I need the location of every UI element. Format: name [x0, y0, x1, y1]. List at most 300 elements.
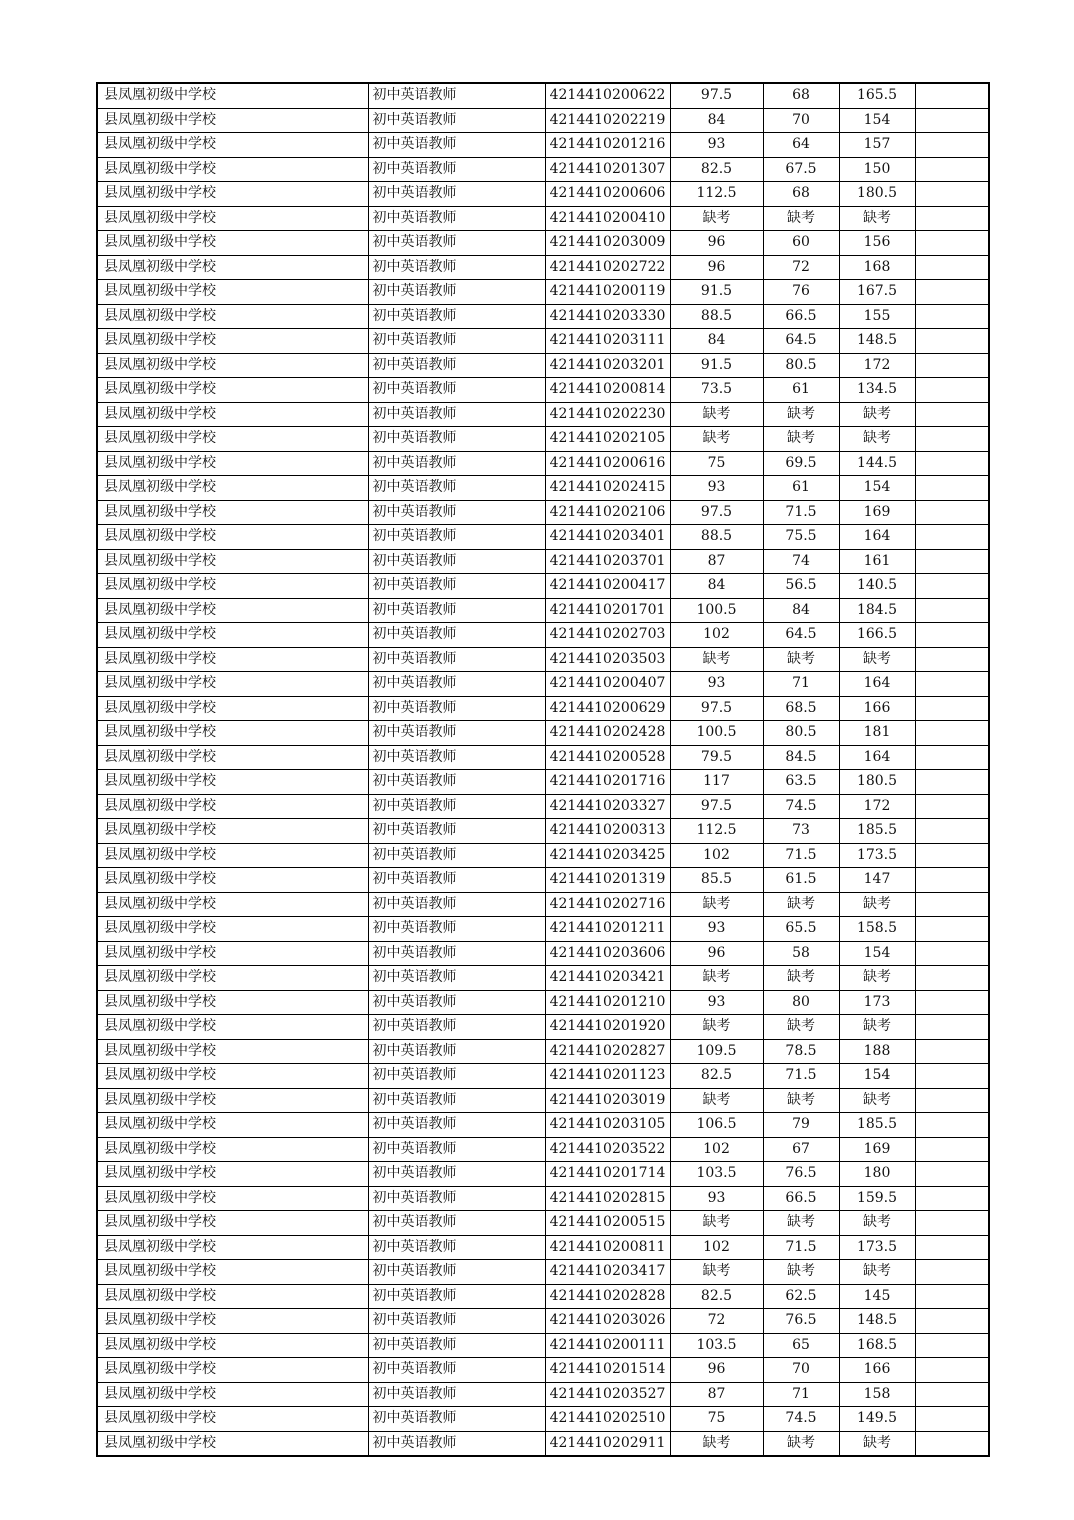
cell-written-score: 96 [670, 255, 763, 280]
cell-position: 初中英语教师 [368, 1039, 545, 1064]
cell-written-score: 缺考 [670, 427, 763, 452]
cell-written-score: 96 [670, 941, 763, 966]
cell-exam-id: 4214410202105 [545, 427, 670, 452]
cell-exam-id: 4214410201716 [545, 770, 670, 795]
cell-total-score: 172 [839, 794, 915, 819]
cell-position: 初中英语教师 [368, 868, 545, 893]
cell-interview-score: 69.5 [763, 451, 839, 476]
cell-total-score: 148.5 [839, 1309, 915, 1334]
cell-exam-id: 4214410203606 [545, 941, 670, 966]
cell-interview-score: 71.5 [763, 1064, 839, 1089]
cell-exam-id: 4214410200616 [545, 451, 670, 476]
cell-unit: 县凤凰初级中学校 [97, 1064, 368, 1089]
score-table [96, 82, 990, 1457]
cell-position: 初中英语教师 [368, 917, 545, 942]
cell-total-score: 缺考 [839, 206, 915, 231]
cell-written-score: 103.5 [670, 1333, 763, 1358]
cell-interview-score: 缺考 [763, 1260, 839, 1285]
cell-interview-score: 缺考 [763, 647, 839, 672]
cell-exam-id: 4214410201714 [545, 1162, 670, 1187]
cell-total-score: 180.5 [839, 182, 915, 207]
table-row [97, 231, 989, 256]
cell-remark [915, 1162, 989, 1187]
cell-position: 初中英语教师 [368, 672, 545, 697]
cell-total-score: 134.5 [839, 378, 915, 403]
cell-interview-score: 65.5 [763, 917, 839, 942]
cell-interview-score: 80.5 [763, 721, 839, 746]
cell-interview-score: 71.5 [763, 843, 839, 868]
cell-written-score: 88.5 [670, 304, 763, 329]
cell-total-score: 164 [839, 745, 915, 770]
cell-written-score: 84 [670, 329, 763, 354]
cell-unit: 县凤凰初级中学校 [97, 647, 368, 672]
cell-unit: 县凤凰初级中学校 [97, 574, 368, 599]
cell-exam-id: 4214410201920 [545, 1015, 670, 1040]
cell-total-score: 188 [839, 1039, 915, 1064]
cell-remark [915, 1333, 989, 1358]
cell-unit: 县凤凰初级中学校 [97, 1407, 368, 1432]
table-row [97, 329, 989, 354]
cell-interview-score: 79 [763, 1113, 839, 1138]
cell-position: 初中英语教师 [368, 1235, 545, 1260]
cell-total-score: 172 [839, 353, 915, 378]
cell-total-score: 157 [839, 133, 915, 158]
cell-position: 初中英语教师 [368, 280, 545, 305]
cell-written-score: 102 [670, 623, 763, 648]
cell-position: 初中英语教师 [368, 794, 545, 819]
cell-total-score: 185.5 [839, 819, 915, 844]
cell-written-score: 缺考 [670, 1211, 763, 1236]
cell-unit: 县凤凰初级中学校 [97, 304, 368, 329]
cell-unit: 县凤凰初级中学校 [97, 770, 368, 795]
table-row [97, 255, 989, 280]
table-row [97, 108, 989, 133]
cell-exam-id: 4214410200417 [545, 574, 670, 599]
cell-interview-score: 68 [763, 182, 839, 207]
cell-remark [915, 794, 989, 819]
cell-unit: 县凤凰初级中学校 [97, 451, 368, 476]
cell-interview-score: 缺考 [763, 1015, 839, 1040]
cell-unit: 县凤凰初级中学校 [97, 1137, 368, 1162]
table-row [97, 304, 989, 329]
table-row [97, 549, 989, 574]
cell-remark [915, 696, 989, 721]
cell-exam-id: 4214410203401 [545, 525, 670, 550]
cell-interview-score: 76.5 [763, 1309, 839, 1334]
table-row [97, 280, 989, 305]
cell-exam-id: 4214410203026 [545, 1309, 670, 1334]
cell-exam-id: 4214410201307 [545, 157, 670, 182]
cell-exam-id: 4214410201216 [545, 133, 670, 158]
cell-total-score: 180 [839, 1162, 915, 1187]
cell-interview-score: 84.5 [763, 745, 839, 770]
table-row [97, 1407, 989, 1432]
cell-remark [915, 206, 989, 231]
cell-remark [915, 770, 989, 795]
cell-position: 初中英语教师 [368, 1211, 545, 1236]
cell-written-score: 缺考 [670, 966, 763, 991]
cell-exam-id: 4214410203425 [545, 843, 670, 868]
cell-written-score: 91.5 [670, 353, 763, 378]
cell-exam-id: 4214410200629 [545, 696, 670, 721]
cell-interview-score: 74.5 [763, 794, 839, 819]
cell-unit: 县凤凰初级中学校 [97, 990, 368, 1015]
cell-remark [915, 255, 989, 280]
cell-unit: 县凤凰初级中学校 [97, 83, 368, 108]
cell-written-score: 102 [670, 843, 763, 868]
cell-written-score: 97.5 [670, 500, 763, 525]
cell-exam-id: 4214410201210 [545, 990, 670, 1015]
cell-exam-id: 4214410203527 [545, 1382, 670, 1407]
cell-exam-id: 4214410203105 [545, 1113, 670, 1138]
cell-total-score: 150 [839, 157, 915, 182]
cell-position: 初中英语教师 [368, 182, 545, 207]
cell-remark [915, 574, 989, 599]
cell-total-score: 154 [839, 476, 915, 501]
cell-total-score: 缺考 [839, 966, 915, 991]
cell-exam-id: 4214410200119 [545, 280, 670, 305]
cell-written-score: 82.5 [670, 157, 763, 182]
cell-total-score: 缺考 [839, 1431, 915, 1456]
cell-exam-id: 4214410202716 [545, 892, 670, 917]
cell-position: 初中英语教师 [368, 133, 545, 158]
table-row [97, 1235, 989, 1260]
cell-position: 初中英语教师 [368, 1260, 545, 1285]
cell-remark [915, 892, 989, 917]
cell-written-score: 75 [670, 451, 763, 476]
table-row [97, 721, 989, 746]
cell-interview-score: 缺考 [763, 427, 839, 452]
cell-interview-score: 61 [763, 476, 839, 501]
table-row [97, 353, 989, 378]
cell-unit: 县凤凰初级中学校 [97, 1015, 368, 1040]
cell-interview-score: 76.5 [763, 1162, 839, 1187]
cell-remark [915, 280, 989, 305]
cell-total-score: 185.5 [839, 1113, 915, 1138]
cell-remark [915, 133, 989, 158]
cell-interview-score: 65 [763, 1333, 839, 1358]
cell-interview-score: 缺考 [763, 1088, 839, 1113]
cell-written-score: 93 [670, 1186, 763, 1211]
cell-written-score: 93 [670, 672, 763, 697]
cell-remark [915, 108, 989, 133]
cell-total-score: 164 [839, 525, 915, 550]
cell-written-score: 97.5 [670, 794, 763, 819]
cell-total-score: 169 [839, 500, 915, 525]
table-row [97, 917, 989, 942]
cell-interview-score: 67 [763, 1137, 839, 1162]
cell-remark [915, 1431, 989, 1456]
cell-interview-score: 80 [763, 990, 839, 1015]
cell-remark [915, 598, 989, 623]
cell-total-score: 180.5 [839, 770, 915, 795]
cell-exam-id: 4214410201211 [545, 917, 670, 942]
cell-interview-score: 78.5 [763, 1039, 839, 1064]
cell-remark [915, 1137, 989, 1162]
cell-position: 初中英语教师 [368, 427, 545, 452]
cell-interview-score: 76 [763, 280, 839, 305]
cell-written-score: 84 [670, 574, 763, 599]
cell-remark [915, 819, 989, 844]
cell-unit: 县凤凰初级中学校 [97, 206, 368, 231]
cell-exam-id: 4214410200313 [545, 819, 670, 844]
cell-written-score: 109.5 [670, 1039, 763, 1064]
cell-position: 初中英语教师 [368, 647, 545, 672]
cell-total-score: 158.5 [839, 917, 915, 942]
cell-exam-id: 4214410202911 [545, 1431, 670, 1456]
cell-exam-id: 4214410203421 [545, 966, 670, 991]
cell-remark [915, 868, 989, 893]
cell-position: 初中英语教师 [368, 329, 545, 354]
cell-written-score: 缺考 [670, 1431, 763, 1456]
table-row [97, 476, 989, 501]
cell-remark [915, 917, 989, 942]
cell-written-score: 87 [670, 1382, 763, 1407]
cell-position: 初中英语教师 [368, 451, 545, 476]
table-row [97, 1162, 989, 1187]
cell-exam-id: 4214410202428 [545, 721, 670, 746]
cell-remark [915, 83, 989, 108]
cell-position: 初中英语教师 [368, 990, 545, 1015]
cell-remark [915, 1407, 989, 1432]
table-row [97, 500, 989, 525]
cell-unit: 县凤凰初级中学校 [97, 1431, 368, 1456]
cell-written-score: 缺考 [670, 1015, 763, 1040]
cell-remark [915, 1088, 989, 1113]
cell-unit: 县凤凰初级中学校 [97, 378, 368, 403]
cell-total-score: 181 [839, 721, 915, 746]
cell-position: 初中英语教师 [368, 745, 545, 770]
cell-interview-score: 61.5 [763, 868, 839, 893]
table-row [97, 696, 989, 721]
cell-remark [915, 402, 989, 427]
cell-remark [915, 721, 989, 746]
cell-position: 初中英语教师 [368, 1431, 545, 1456]
cell-written-score: 117 [670, 770, 763, 795]
cell-total-score: 145 [839, 1284, 915, 1309]
cell-interview-score: 62.5 [763, 1284, 839, 1309]
cell-exam-id: 4214410200528 [545, 745, 670, 770]
cell-interview-score: 67.5 [763, 157, 839, 182]
table-row [97, 794, 989, 819]
cell-written-score: 87 [670, 549, 763, 574]
cell-interview-score: 74 [763, 549, 839, 574]
table-row [97, 1358, 989, 1383]
cell-interview-score: 71 [763, 1382, 839, 1407]
cell-interview-score: 68 [763, 83, 839, 108]
cell-interview-score: 74.5 [763, 1407, 839, 1432]
cell-exam-id: 4214410200111 [545, 1333, 670, 1358]
table-row [97, 1309, 989, 1334]
cell-total-score: 166.5 [839, 623, 915, 648]
cell-exam-id: 4214410201123 [545, 1064, 670, 1089]
cell-total-score: 173 [839, 990, 915, 1015]
cell-total-score: 167.5 [839, 280, 915, 305]
cell-interview-score: 68.5 [763, 696, 839, 721]
cell-total-score: 缺考 [839, 1211, 915, 1236]
cell-position: 初中英语教师 [368, 1064, 545, 1089]
cell-total-score: 缺考 [839, 427, 915, 452]
cell-remark [915, 1235, 989, 1260]
cell-remark [915, 745, 989, 770]
cell-written-score: 79.5 [670, 745, 763, 770]
cell-exam-id: 4214410203327 [545, 794, 670, 819]
cell-interview-score: 70 [763, 1358, 839, 1383]
table-row [97, 892, 989, 917]
cell-written-score: 112.5 [670, 819, 763, 844]
cell-remark [915, 647, 989, 672]
cell-unit: 县凤凰初级中学校 [97, 476, 368, 501]
cell-position: 初中英语教师 [368, 941, 545, 966]
cell-position: 初中英语教师 [368, 892, 545, 917]
cell-interview-score: 80.5 [763, 353, 839, 378]
cell-written-score: 112.5 [670, 182, 763, 207]
table-row [97, 1113, 989, 1138]
cell-remark [915, 1064, 989, 1089]
cell-position: 初中英语教师 [368, 549, 545, 574]
cell-exam-id: 4214410201701 [545, 598, 670, 623]
cell-remark [915, 1260, 989, 1285]
cell-written-score: 缺考 [670, 1260, 763, 1285]
cell-unit: 县凤凰初级中学校 [97, 525, 368, 550]
cell-unit: 县凤凰初级中学校 [97, 549, 368, 574]
cell-unit: 县凤凰初级中学校 [97, 1309, 368, 1334]
score-table-body [97, 83, 989, 1456]
cell-exam-id: 4214410202415 [545, 476, 670, 501]
cell-total-score: 140.5 [839, 574, 915, 599]
cell-total-score: 缺考 [839, 1260, 915, 1285]
cell-total-score: 168 [839, 255, 915, 280]
cell-unit: 县凤凰初级中学校 [97, 1382, 368, 1407]
cell-written-score: 93 [670, 990, 763, 1015]
cell-unit: 县凤凰初级中学校 [97, 721, 368, 746]
cell-total-score: 缺考 [839, 892, 915, 917]
cell-remark [915, 1309, 989, 1334]
cell-total-score: 158 [839, 1382, 915, 1407]
table-row [97, 1137, 989, 1162]
cell-interview-score: 66.5 [763, 1186, 839, 1211]
cell-position: 初中英语教师 [368, 378, 545, 403]
table-row [97, 1186, 989, 1211]
cell-position: 初中英语教师 [368, 623, 545, 648]
cell-interview-score: 58 [763, 941, 839, 966]
cell-remark [915, 427, 989, 452]
cell-total-score: 173.5 [839, 1235, 915, 1260]
cell-total-score: 165.5 [839, 83, 915, 108]
table-row [97, 1333, 989, 1358]
cell-remark [915, 1382, 989, 1407]
table-row [97, 1064, 989, 1089]
cell-total-score: 184.5 [839, 598, 915, 623]
cell-remark [915, 329, 989, 354]
cell-exam-id: 4214410202703 [545, 623, 670, 648]
cell-interview-score: 72 [763, 255, 839, 280]
table-row [97, 402, 989, 427]
cell-remark [915, 843, 989, 868]
cell-written-score: 缺考 [670, 1088, 763, 1113]
table-row [97, 1015, 989, 1040]
cell-unit: 县凤凰初级中学校 [97, 819, 368, 844]
cell-interview-score: 缺考 [763, 1431, 839, 1456]
cell-remark [915, 353, 989, 378]
cell-exam-id: 4214410202828 [545, 1284, 670, 1309]
cell-written-score: 97.5 [670, 83, 763, 108]
table-row [97, 745, 989, 770]
cell-remark [915, 549, 989, 574]
cell-position: 初中英语教师 [368, 255, 545, 280]
table-row [97, 451, 989, 476]
cell-total-score: 159.5 [839, 1186, 915, 1211]
cell-interview-score: 84 [763, 598, 839, 623]
table-row [97, 623, 989, 648]
cell-exam-id: 4214410202815 [545, 1186, 670, 1211]
cell-total-score: 169 [839, 1137, 915, 1162]
table-row [97, 83, 989, 108]
cell-total-score: 148.5 [839, 329, 915, 354]
cell-position: 初中英语教师 [368, 1162, 545, 1187]
cell-remark [915, 476, 989, 501]
table-row [97, 1088, 989, 1113]
cell-position: 初中英语教师 [368, 402, 545, 427]
cell-remark [915, 231, 989, 256]
cell-unit: 县凤凰初级中学校 [97, 329, 368, 354]
cell-total-score: 缺考 [839, 647, 915, 672]
cell-position: 初中英语教师 [368, 1309, 545, 1334]
cell-exam-id: 4214410203019 [545, 1088, 670, 1113]
cell-total-score: 缺考 [839, 1015, 915, 1040]
cell-position: 初中英语教师 [368, 206, 545, 231]
cell-remark [915, 1211, 989, 1236]
cell-unit: 县凤凰初级中学校 [97, 1039, 368, 1064]
cell-unit: 县凤凰初级中学校 [97, 1211, 368, 1236]
cell-interview-score: 56.5 [763, 574, 839, 599]
cell-total-score: 155 [839, 304, 915, 329]
cell-exam-id: 4214410202219 [545, 108, 670, 133]
cell-unit: 县凤凰初级中学校 [97, 1260, 368, 1285]
cell-interview-score: 64.5 [763, 623, 839, 648]
cell-position: 初中英语教师 [368, 819, 545, 844]
cell-unit: 县凤凰初级中学校 [97, 1284, 368, 1309]
cell-remark [915, 941, 989, 966]
cell-unit: 县凤凰初级中学校 [97, 500, 368, 525]
cell-unit: 县凤凰初级中学校 [97, 1235, 368, 1260]
cell-unit: 县凤凰初级中学校 [97, 672, 368, 697]
table-row [97, 1382, 989, 1407]
table-row [97, 1284, 989, 1309]
cell-written-score: 缺考 [670, 206, 763, 231]
cell-unit: 县凤凰初级中学校 [97, 598, 368, 623]
cell-written-score: 85.5 [670, 868, 763, 893]
cell-interview-score: 64 [763, 133, 839, 158]
cell-written-score: 106.5 [670, 1113, 763, 1138]
cell-written-score: 102 [670, 1235, 763, 1260]
cell-position: 初中英语教师 [368, 231, 545, 256]
cell-remark [915, 1113, 989, 1138]
table-row [97, 941, 989, 966]
table-row [97, 1039, 989, 1064]
table-row [97, 843, 989, 868]
cell-position: 初中英语教师 [368, 1088, 545, 1113]
cell-interview-score: 71.5 [763, 1235, 839, 1260]
cell-total-score: 154 [839, 108, 915, 133]
cell-position: 初中英语教师 [368, 500, 545, 525]
cell-total-score: 156 [839, 231, 915, 256]
cell-position: 初中英语教师 [368, 83, 545, 108]
cell-unit: 县凤凰初级中学校 [97, 231, 368, 256]
cell-written-score: 93 [670, 917, 763, 942]
table-row [97, 819, 989, 844]
cell-interview-score: 71.5 [763, 500, 839, 525]
